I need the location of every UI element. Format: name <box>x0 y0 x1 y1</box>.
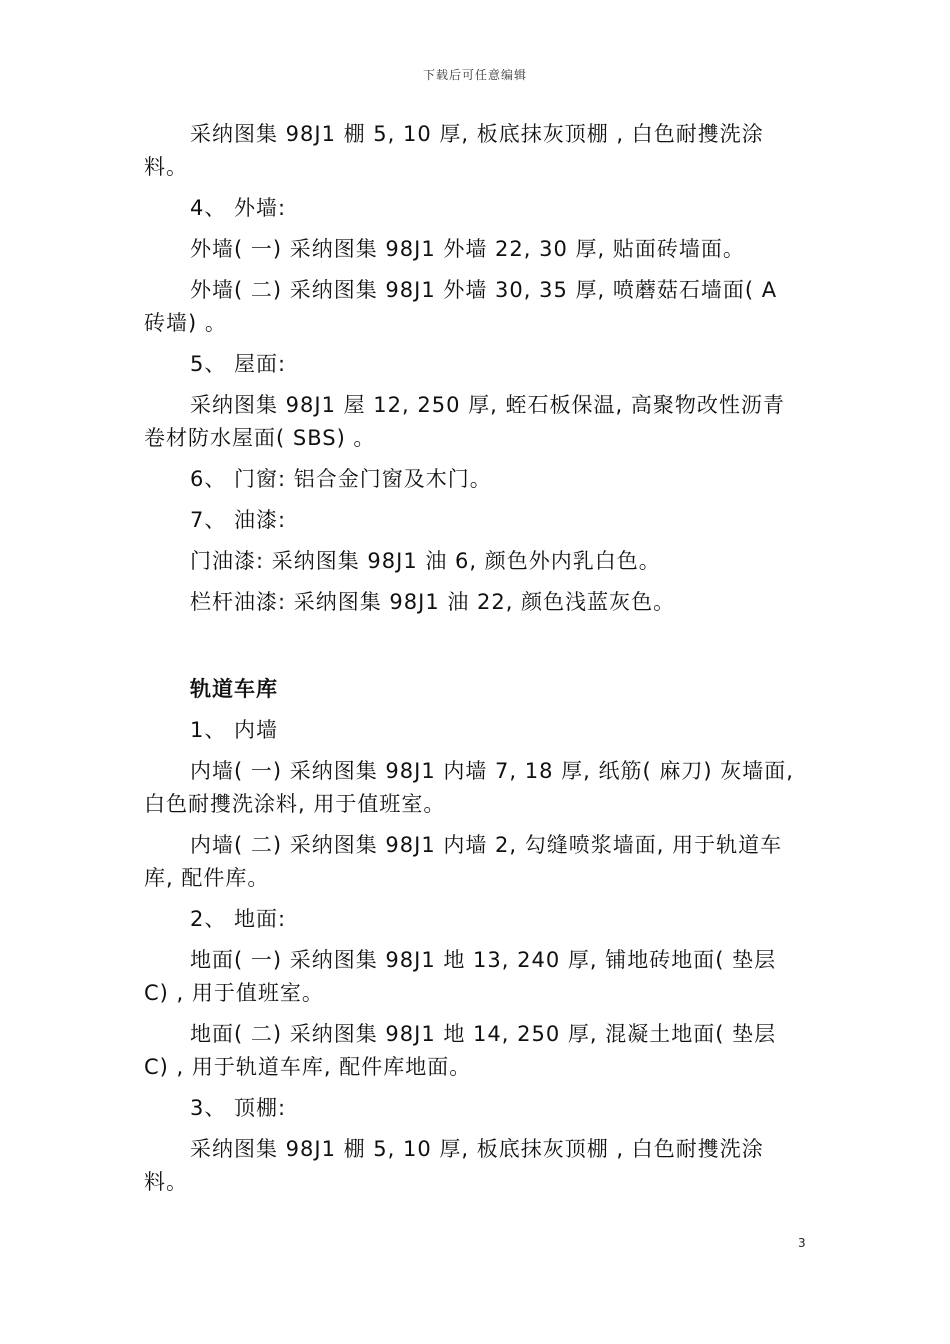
paragraph: 采纳图集 98J1 棚 5, 10 厚, 板底抹灰顶棚 , 白色耐㩳洗涂料。 <box>144 122 764 179</box>
section-spacer <box>144 627 804 673</box>
paragraph: 7、 油漆: <box>190 508 287 532</box>
paragraph: 3、 顶棚: <box>190 1096 287 1120</box>
paragraph: 采纳图集 98J1 屋 12, 250 厚, 蛭石板保温, 高聚物改性沥青卷材防水屋面( SBS) 。 <box>144 393 785 450</box>
paragraph: 地面( 二) 采纳图集 98J1 地 14, 250 厚, 混凝土地面( 垫层 C) , 用于轨道车库, 配件库地面。 <box>144 1022 777 1079</box>
document-body <box>144 118 804 1207</box>
page-number: 3 <box>798 1236 806 1250</box>
page-header: 下载后可任意编辑 <box>422 68 527 82</box>
paragraph: 5、 屋面: <box>190 352 287 376</box>
paragraph: 2、 地面: <box>190 907 287 931</box>
paragraph: 6、 门窗: 铝合金门窗及木门。 <box>190 467 492 491</box>
paragraph: 外墙( 一) 采纳图集 98J1 外墙 22, 30 厚, 贴面砖墙面。 <box>190 237 745 261</box>
paragraph: 1、 内墙 <box>190 718 279 742</box>
paragraph: 内墙( 一) 采纳图集 98J1 内墙 7, 18 厚, 纸筋( 麻刀) 灰墙面, 白色耐㩳洗涂料, 用于值班室。 <box>144 759 794 816</box>
section-title: 轨道车库 <box>190 677 278 701</box>
paragraph: 内墙( 二) 采纳图集 98J1 内墙 2, 勾缝喷浆墙面, 用于轨道车库, 配件库。 <box>144 833 783 890</box>
paragraph: 地面( 一) 采纳图集 98J1 地 13, 240 厚, 铺地砖地面( 垫层 C) , 用于值班室。 <box>144 948 777 1005</box>
paragraph: 栏杆油漆: 采纳图集 98J1 油 22, 颜色浅蓝灰色。 <box>190 590 676 614</box>
paragraph: 外墙( 二) 采纳图集 98J1 外墙 30, 35 厚, 喷蘑菇石墙面( A 砖墙) 。 <box>144 278 778 335</box>
paragraph: 门油漆: 采纳图集 98J1 油 6, 颜色外内乳白色。 <box>190 549 661 573</box>
paragraph: 采纳图集 98J1 棚 5, 10 厚, 板底抹灰顶棚 , 白色耐㩳洗涂料。 <box>144 1137 764 1194</box>
paragraph: 4、 外墙: <box>190 196 287 220</box>
